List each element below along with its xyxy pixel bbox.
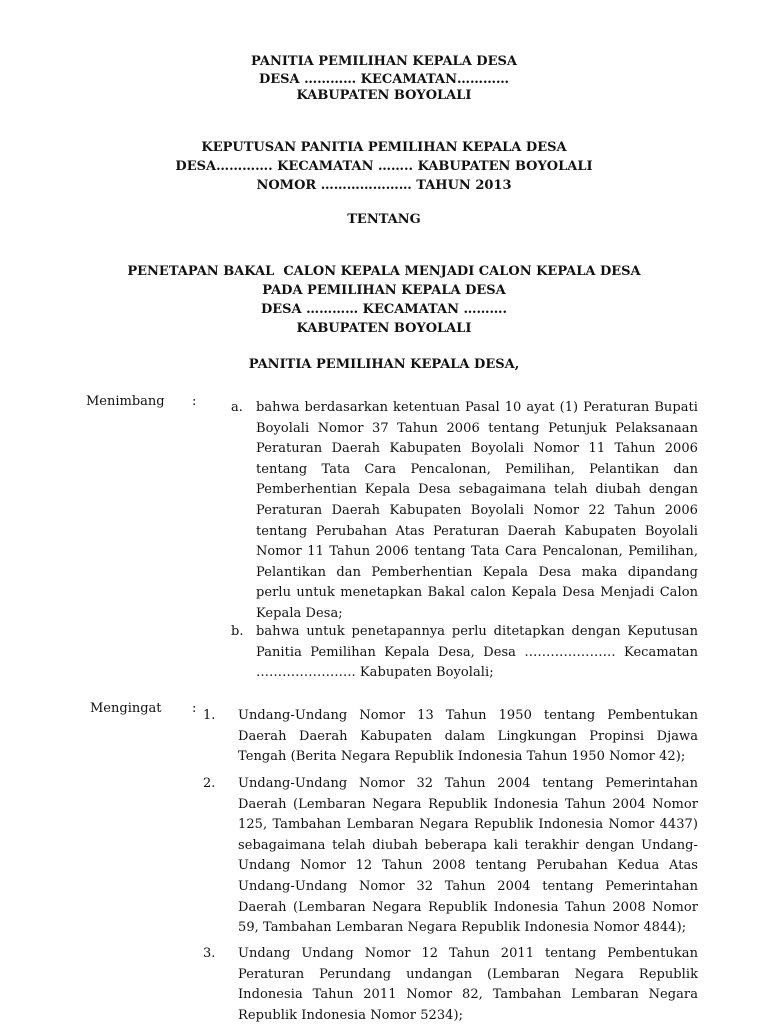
subject-line-2: PADA PEMILIHAN KEPALA DESA <box>262 283 506 298</box>
header-line-2: DESA ………… KECAMATAN………… <box>258 72 510 87</box>
subject-line-3: DESA ………… KECAMATAN ………. <box>260 302 508 317</box>
mengingat-colon: : <box>192 701 197 716</box>
decree-number-line: NOMOR ………………… TAHUN 2013 <box>256 178 512 193</box>
mengingat-item-1-marker: 1. <box>203 708 216 723</box>
menimbang-item-a-marker: a. <box>231 400 243 415</box>
subject-line-4: KABUPATEN BOYOLALI <box>296 321 472 336</box>
menimbang-colon: : <box>192 394 197 409</box>
mengingat-item-1-text: Undang-Undang Nomor 13 Tahun 1950 tentang Pembentukan Daerah Daerah Kabupaten dalam Lingkungan Propinsi Djawa Tengah (Berita Negara Republik Indonesia Tahun 1950 Nomor 42); <box>238 708 698 765</box>
header-line-1: PANITIA PEMILIHAN KEPALA DESA <box>251 54 517 69</box>
mengingat-item-2-marker: 2. <box>203 776 216 791</box>
menimbang-item-b-text: bahwa untuk penetapannya perlu ditetapkan dengan Keputusan Panitia Pemilihan Kepala Desa, Desa ………………… Kecamatan ………………….. Kabupaten Boyolali; <box>256 624 698 681</box>
subject-line-1: PENETAPAN BAKAL CALON KEPALA MENJADI CALON KEPALA DESA <box>127 264 641 279</box>
decree-title-line-1: KEPUTUSAN PANITIA PEMILIHAN KEPALA DESA <box>201 140 567 155</box>
mengingat-item-3-text: Undang Undang Nomor 12 Tahun 2011 tentang Pembentukan Peraturan Perundang undangan (Lembaran Negara Republik Indonesia Tahun 2011 Nomor 82, Tambahan Lembaran Negara Republik Indonesia Nomor 5234); <box>238 946 698 1023</box>
mengingat-item-3-marker: 3. <box>203 946 216 961</box>
committee-heading: PANITIA PEMILIHAN KEPALA DESA, <box>248 357 520 372</box>
mengingat-item-2-text: Undang-Undang Nomor 32 Tahun 2004 tentang Pemerintahan Daerah (Lembaran Negara Republik Indonesia Tahun 2004 Nomor 125, Tambahan Lembaran Negara Republik Indonesia Nomor 4437) sebagaimana telah diubah beberapa kali terakhir dengan Undang-Undang Nomor 12 Tahun 2008 tentang Perubahan Kedua Atas Undang-Undang Nomor 32 Tahun 2004 tentang Pemerintahan Daerah (Lembaran Negara Republik Indonesia Tahun 2008 Nomor 59, Tambahan Lembaran Negara Republik Indonesia Nomor 4844); <box>238 776 698 936</box>
mengingat-label: Mengingat <box>90 701 162 716</box>
menimbang-item-b-marker: b. <box>231 624 244 639</box>
menimbang-label: Menimbang <box>86 394 165 409</box>
decree-title-line-2: DESA…………. KECAMATAN …….. KABUPATEN BOYOLALI <box>175 159 593 174</box>
tentang-heading: TENTANG <box>347 212 421 227</box>
header-line-3: KABUPATEN BOYOLALI <box>296 88 472 103</box>
menimbang-item-a-text: bahwa berdasarkan ketentuan Pasal 10 ayat (1) Peraturan Bupati Boyolali Nomor 37 Tahun 2006 tentang Petunjuk Pelaksanaan Peraturan Daerah Kabupaten Boyolali Nomor 11 Tahun 2006 tentang Tata Cara Pencalonan, Pemilihan, Pelantikan dan Pemberhentian Kepala Desa sebagaimana telah diubah dengan Peraturan Daerah Kabupaten Boyolali Nomor 22 Tahun 2006 tentang Perubahan Atas Peraturan Daerah Kabupaten Boyolali Nomor 11 Tahun 2006 tentang Tata Cara Pencalonan, Pemilihan, Pelantikan dan Pemberhentian Kepala Desa maka dipandang perlu untuk menetapkan Bakal calon Kepala Desa Menjadi Calon Kepala Desa; <box>256 400 698 621</box>
